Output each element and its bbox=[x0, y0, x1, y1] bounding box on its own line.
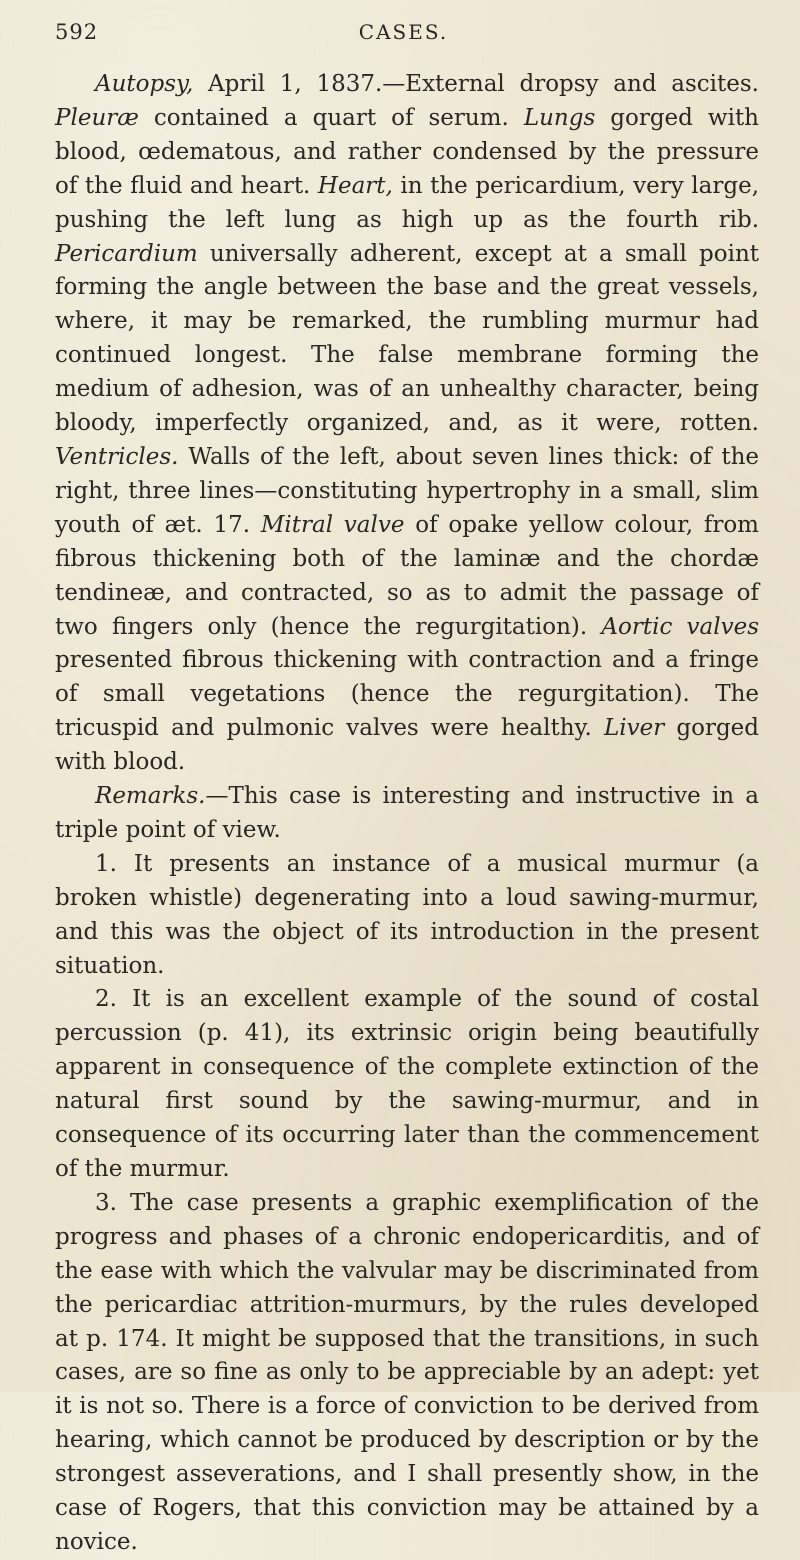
autopsy-paragraph: Autopsy, April 1, 1837.—External dropsy and ascites. Pleuræ contained a quart of serum. Lungs gorged with blood, œdematous, and rather condensed by the pressure of the fluid and heart. Heart, in the pericardium, very large, pushing the left lung as high up as the fourth rib. Pericardium universally adherent, except at a small point forming the angle between the base and the great vessels, where, it may be remarked, the rumbling murmur had continued longest. The false membrane forming the medium of adhesion, was of an unhealthy character, being bloody, imperfectly organized, and, as it were, rotten. Ventricles. Walls of the left, about seven lines thick: of the right, three lines—constituting hypertrophy in a small, slim youth of æt. 17. Mitral valve of opake yellow colour, from fibrous thickening both of the laminæ and the chordæ tendineæ, and contracted, so as to admit the passage of two fingers only (hence the regurgitation). Aortic valves presented fibrous thickening with contraction and a fringe of small vegetations (hence the regurgitation). The tricuspid and pulmonic valves were healthy. Liver gorged with blood. bbox=[55, 71, 760, 776]
remark-point-3: 3. The case presents a graphic exemplification of the progress and phases of a chronic endopericarditis, and of the ease with which the valvular may be discriminated from the pericardiac attrition-murmurs, by the rules developed at p. 174. It might be supposed that the transitions, in such cases, are so fine as only to be appreciable by an adept: yet it is not so. There is a force of conviction to be derived from hearing, which cannot be produced by description or by the strongest asseverations, and I shall presently show, in the case of Rogers, that this conviction may be attained by a novice. bbox=[55, 1189, 759, 1555]
remark-point-2: 2. It is an excellent example of the sound of costal percussion (p. 41), its extrinsic origin being beautifully apparent in consequence of the complete extinction of the natural first sound by the sawing-murmur, and in consequence of its occurring later than the commencement of the murmur. bbox=[55, 986, 759, 1182]
body-text bbox=[55, 68, 759, 1560]
remarks-heading: Remarks. bbox=[95, 783, 206, 810]
running-title: CASES. bbox=[358, 20, 449, 44]
running-head bbox=[55, 20, 752, 50]
page-number: 592 bbox=[55, 20, 99, 44]
remark-point-1: 1. It presents an instance of a musical murmur (a broken whistle) degenerating into a loud sawing-murmur, and this was the object of its introduction in the present situation. bbox=[55, 850, 759, 979]
autopsy-heading: Autopsy, bbox=[95, 71, 194, 97]
remarks-paragraph: Remarks.—This case is interesting and instructive in a triple point of view. bbox=[55, 783, 759, 843]
